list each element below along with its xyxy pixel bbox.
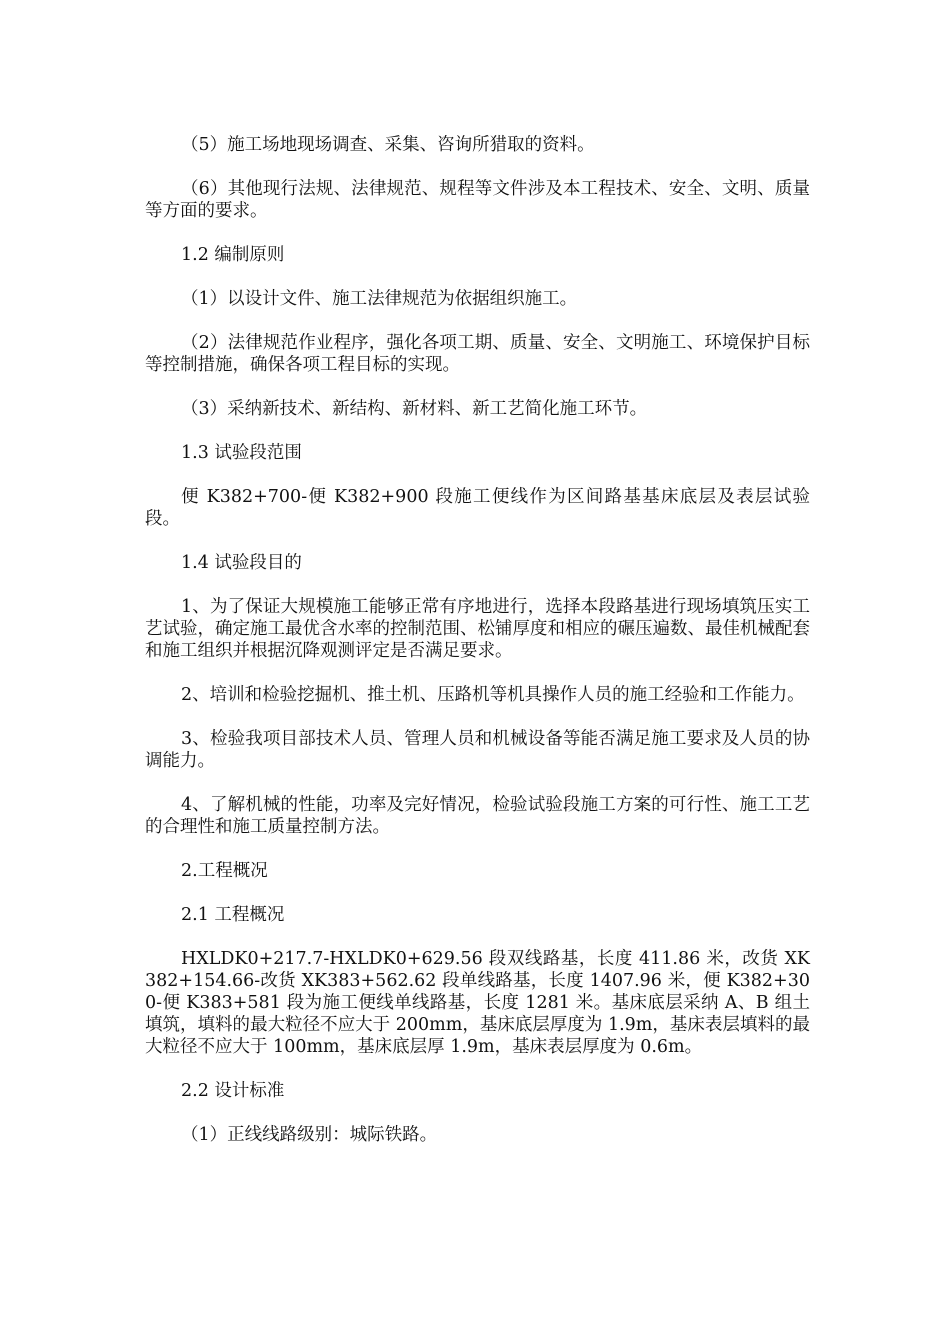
section-heading-1-4: 1.4 试验段目的 — [181, 553, 302, 573]
paragraph-purpose-3: 3、检验我项目部技术人员、管理人员和机械设备等能否满足施工要求及人员的协调能力。 — [145, 729, 810, 771]
paragraph-test-section-range: 便 K382+700-便 K382+900 段施工便线作为区间路基基床底层及表层试验段。 — [145, 487, 810, 529]
paragraph-project-overview: HXLDK0+217.7-HXLDK0+629.56 段双线路基，长度 411.86 米，改货 XK382+154.66-改货 XK383+562.62 段单线路基，长度 1407.96 米，便 K382+300-便 K383+581 段为施工便线单线路基，长度 1281 米。基床底层采纳 A、B 组土填筑，填料的最大粒径不应大于 200mm，基床底层厚度为 1.9m，基床表层填料的最大粒径不应大于 100mm，基床底层厚 1.9m，基床表层厚度为 0.6m。 — [145, 949, 810, 1057]
paragraph-purpose-1: 1、为了保证大规模施工能够正常有序地进行，选择本段路基进行现场填筑压实工艺试验，确定施工最优含水率的控制范围、松铺厚度和相应的碾压遍数、最佳机械配套和施工组织并根据沉降观测评定是否满足要求。 — [145, 597, 810, 661]
section-heading-2-2: 2.2 设计标准 — [181, 1081, 285, 1101]
paragraph-design-standard-1: （1）正线线路级别：城际铁路。 — [181, 1125, 438, 1145]
paragraph-site-survey: （5）施工场地现场调查、采集、咨询所猎取的资料。 — [181, 135, 595, 155]
paragraph-other-regulations: （6）其他现行法规、法律规范、规程等文件涉及本工程技术、安全、文明、质量等方面的要求。 — [145, 179, 810, 221]
paragraph-principle-3: （3）采纳新技术、新结构、新材料、新工艺简化施工环节。 — [181, 399, 648, 419]
paragraph-principle-2: （2）法律规范作业程序，强化各项工期、质量、安全、文明施工、环境保护目标等控制措施，确保各项工程目标的实现。 — [145, 333, 810, 375]
document-body — [145, 134, 810, 1168]
section-heading-2: 2.工程概况 — [181, 861, 268, 881]
paragraph-purpose-2: 2、培训和检验挖掘机、推土机、压路机等机具操作人员的施工经验和工作能力。 — [181, 685, 805, 705]
section-heading-1-3: 1.3 试验段范围 — [181, 443, 302, 463]
paragraph-principle-1: （1）以设计文件、施工法律规范为依据组织施工。 — [181, 289, 578, 309]
section-heading-2-1: 2.1 工程概况 — [181, 905, 285, 925]
section-heading-1-2: 1.2 编制原则 — [181, 245, 285, 265]
paragraph-purpose-4: 4、了解机械的性能，功率及完好情况，检验试验段施工方案的可行性、施工工艺的合理性和施工质量控制方法。 — [145, 795, 810, 837]
